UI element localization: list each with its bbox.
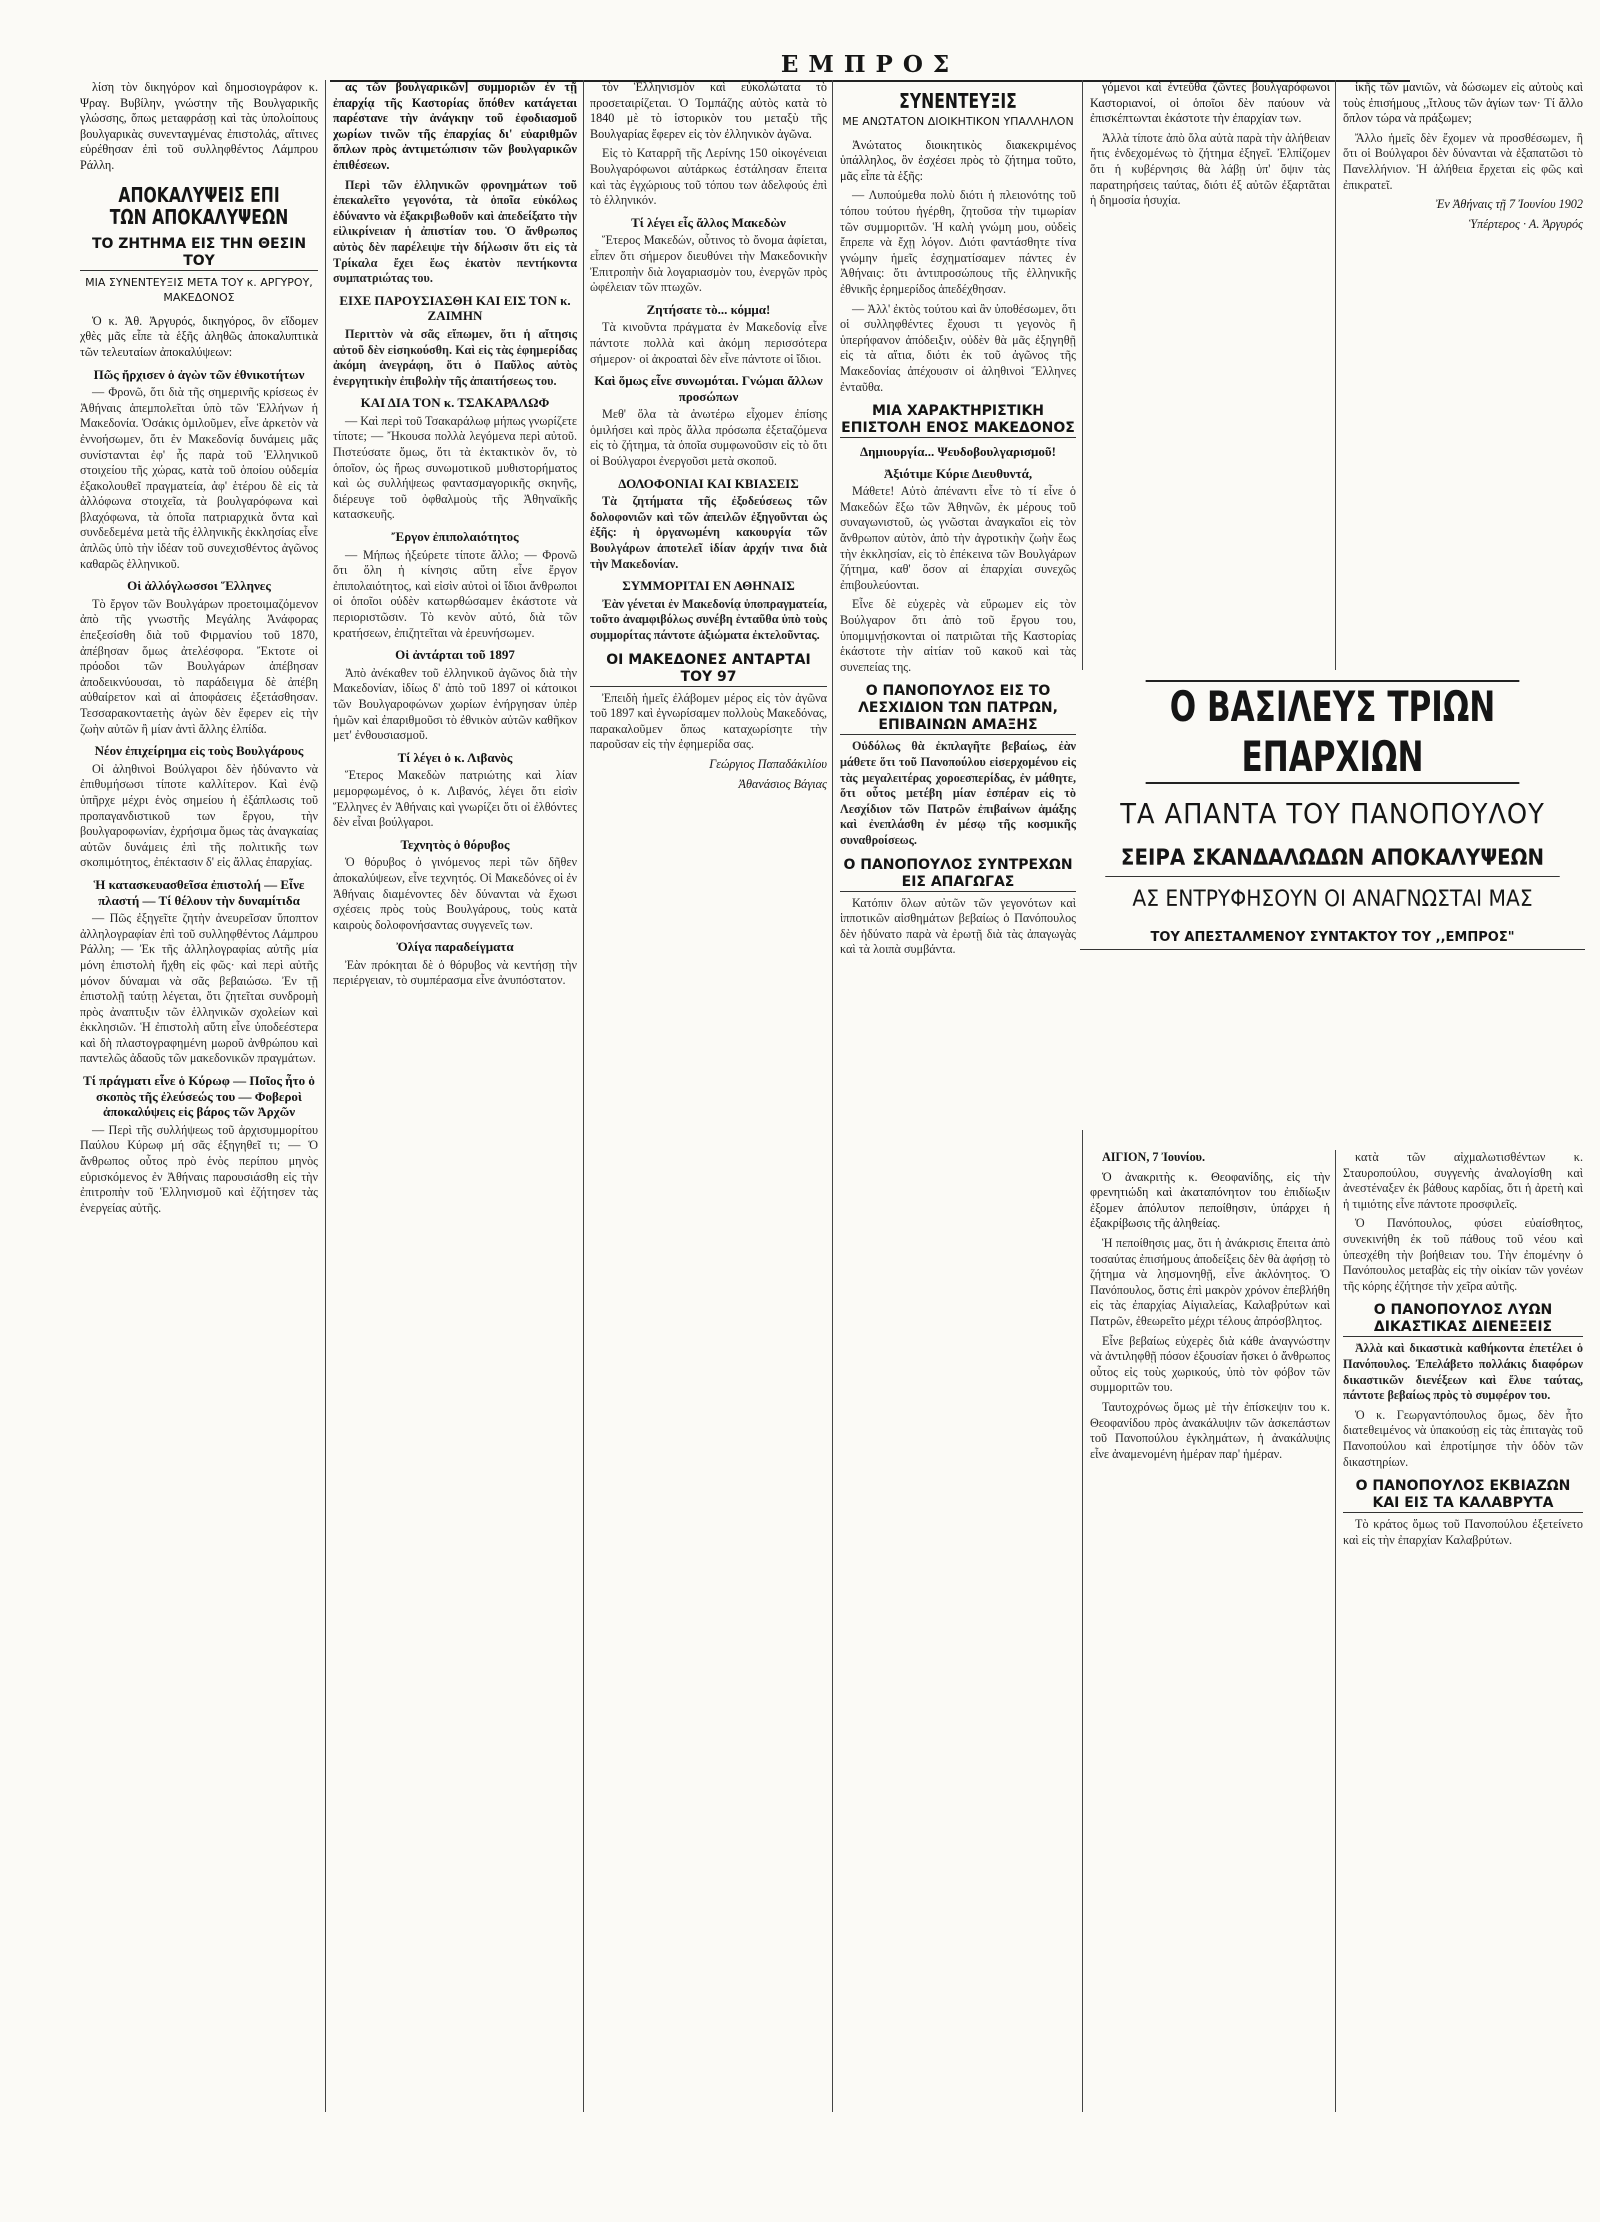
body-text: Ἕτερος Μακεδὼν πατριώτης καὶ λίαν μεμορφωμένος, ὁ κ. Λιβανός, λέγει ὅτι εἰσὶν Ἕλληνες ἐν Ἀθήναις καὶ γνωρίζει ὅτι οἱ ἐλθόντες δὲν εἶναι βούλγαροι. — [333, 768, 577, 830]
section-heading: ΕΙΧΕ ΠΑΡΟΥΣΙΑΣΘΗ ΚΑΙ ΕΙΣ ΤΟΝ κ. ΖΑΙΜΗΝ — [339, 292, 571, 324]
body-text: Ἡ πεποίθησις μας, ὅτι ἡ ἀνάκρισις ἔπειτα ἀπὸ τοσαύτας ἐπισήμους ἀποδείξεις δὲν θὰ ἀφήσῃ τὸ ζήτημα νὰ λησμονηθῇ, εἶνε ἀκλόνητος. Ὁ Πανόπουλος, ὅστις ἐπὶ μακρὸν χρόνον ἐπεβλήθη εἰς τὰς ἐπαρχίας Αἰγιαλείας, Καλαβρύτων καὶ Πατρῶν, ἐθεωρεῖτο μέχρι τέλους ἀπρόσβλητος. — [1090, 1235, 1330, 1328]
section-heading: Τί λέγει εἷς ἄλλος Μακεδὼν — [631, 214, 786, 230]
body-text: Τὰ κινοῦντα πράγματα ἐν Μακεδονίᾳ εἶνε πάντοτε πολλὰ καὶ ἀκόμη περισσότερα σήμερον· οἱ ἀκροαταὶ δὲν εἶνε πάντοτε οἱ ἴδιοι. — [590, 320, 827, 366]
section-heading: Ἀξιότιμε Κύριε Διευθυντά, — [883, 465, 1033, 481]
banner-headline — [1080, 670, 1585, 1130]
body-text: Κατόπιν ὅλων αὐτῶν τῶν γεγονότων καὶ ἱπποτικῶν αἰσθημάτων βεβαίως ὁ Πανόπουλος δὲν ἠδύνατο παρὰ νὰ ἐρωτῇ διὰ τὰς ἀπαγωγὰς καὶ τὰ λοιπὰ συμβάντα. — [840, 895, 1076, 957]
body-text: Εἶνε βεβαίως εὐχερὲς διὰ κάθε ἀναγνώστην νὰ ἀντιληφθῇ πόσον ἐξουσίαν ἤσκει ὁ ἄνθρωπος οὗτος εἰς τοὺς χωρικούς, ὑπὸ τὸν φόβον τῶν συμμοριτῶν του. — [1090, 1333, 1330, 1395]
article-text: ας τῶν βουλγαρικῶν] συμμοριῶν ἐν τῇ ἐπαρχίᾳ τῆς Καστορίας ὅπόθεν κατάγεται παρέστανε τὴν ἀνάγκην τοῦ ἐφοδιασμοῦ χωρίων τινῶν τῆς ἐπαρχίας δι' εὐαριθμῶν ὅπλων πρὸς ἀντιμετώπισιν τῶν βουλγαρικῶν ἐπιθέσεων. — [333, 80, 577, 172]
body-text: Ταυτοχρόνως ὅμως μὲ τὴν ἐπίσκεψιν του κ. Θεοφανίδου πρὸς ἀνακάλυψιν τῶν ἀσκεπάστων τοῦ Πανοπούλου ἐγκλημάτων, ἡ ἀνακάλυψις εἶνε ἀναμενομένη ἡμέραν παρ' ἡμέραν. — [1090, 1399, 1330, 1461]
body-text: Περὶ τῶν ἑλληνικῶν φρονημάτων τοῦ ἐπεκαλεῖτο γεγονότα, τὰ ὁποῖα εὐκόλως ἐδύναντο νὰ ἐξακριβωθοῦν καὶ ἀπεδείξατο τὴν εἰλικρίνειαν ἡ ἀπιστίαν του. Ὁ ἄνθρωπος αὐτὸς δὲν παρέλειψε τὴν δήλωσιν ὅτι εἰς τὰ Τρίκαλα ἔχει ἕως ἑκατὸν πεντήκοντα συμπατριώτας του. — [333, 177, 577, 286]
article-headline: Ο ΠΑΝΟΠΟΥΛΟΣ ΕΚΒΙΑΖΩΝ ΚΑΙ ΕΙΣ ΤΑ ΚΑΛΑΒΡΥΤΑ — [1343, 1478, 1583, 1513]
banner-line-5: ΤΟΥ ΑΠΕΣΤΑΛΜΕΝΟΥ ΣΥΝΤΑΚΤΟΥ ΤΟΥ ,,ΕΜΠΡΟΣ" — [1080, 927, 1585, 950]
section-heading: Ζητήσατε τὸ... κόμμα! — [646, 301, 771, 317]
column-4 — [840, 80, 1076, 2112]
column-rule — [832, 80, 833, 2112]
column-1 — [80, 80, 318, 2112]
body-text: Οἱ ἀληθινοὶ Βούλγαροι δὲν ἠδύναντο νὰ ἐπιθυμήσωσι τίποτε καλλίτερον. Καὶ ἐνῷ ὑπῆρχε μέχρι ἑνὸς σημείου ἡ ἐξάπλωσις τοῦ προπαγανδιστικοῦ των ἔργου, τὴν βουλγαροφωνίαν, ἐχρήσιμα ὅμως τὰς ἀναγκαίας αὐτῶν δυνάμεις ἐπὶ τῆς πολιτικῆς των σκοπιμότητος, ἐπέκτασιν δ' εἰς ἄλλας ἐπαρχίας. — [80, 761, 318, 870]
article-text: τὸν Ἑλληνισμὸν καὶ εὐκολώτατα τὸ προσεταιρίζεται. Ὁ Τομπάζης αὐτὸς κατὰ τὸ 1840 μὲ τὸ ἱστορικὸν του μεταξὺ τῆς Βουλγαρίας ἔφερεν εἰς τὸν ἐλληνικὸν ἀγῶνα. — [590, 80, 827, 141]
article-byline: ΜΕ ΑΝΩΤΑΤΟΝ ΔΙΟΙΚΗΤΙΚΟΝ ΥΠΑΛΛΗΛΟΝ — [842, 115, 1074, 128]
section-heading: Νέον ἐπιχείρημα εἰς τοὺς Βουλγάρους — [94, 743, 304, 759]
column-5-bottom — [1090, 1150, 1330, 2112]
article-text: Ὁ ἀνακριτὴς κ. Θεοφανίδης, εἰς τὴν φρενητιώδη καὶ ἀκαταπόνητον του ἐπιδίωξιν ἐξομεν ἀπόλυτον πεποίθησιν, ὑπάρχει ἡ ἐξακρίβωσις τῆς ἀληθείας. — [1090, 1169, 1330, 1231]
column-3 — [590, 80, 827, 2112]
section-heading: Οἱ ἀντάρται τοῦ 1897 — [395, 647, 515, 663]
signature: Ἀθανάσιος Βάγιας — [738, 776, 827, 791]
masthead-title: ΕΜΠΡΟΣ — [780, 51, 960, 78]
body-text: Εἰς τὸ Καταρρῆ τῆς Λερίνης 150 οἰκογένειαι Βουλγαρόφωνοι αὐτάρκως ἐστάλησαν ἔπειτα καὶ τὰς ἐγχώριους τοῦ τόπου των ἀδελφούς ἐπὶ τὸ ἑλληνικόν. — [590, 146, 827, 208]
article-dateline: ΑΙΓΙΟΝ, 7 Ἰουνίου. — [1102, 1150, 1206, 1164]
banner-line-4: ΑΣ ΕΝΤΡΥΦΗΣΟΥΝ ΟΙ ΑΝΑΓΝΩΣΤΑΙ ΜΑΣ — [1132, 887, 1533, 912]
body-text: Ἐὰν γένεται ἐν Μακεδονίᾳ ὑποπραγματεία, τοῦτο ἀναμφιβόλως συνέβη ἐνταῦθα ὑπὸ τοὺς συμμορίτας πάντοτε ἀξιώματα ἐκτελοῦντας. — [590, 596, 827, 642]
section-heading: Πῶς ἤρχισεν ὁ ἀγὼν τῶν ἐθνικοτήτων — [93, 366, 305, 382]
body-text: Ὁ Πανόπουλος, φύσει εὐαίσθητος, συνεκινήθη ἐκ τοῦ πάθους τοῦ νέου καὶ ὑπεσχέθη τὴν βοήθειαν του. Τὴν ἐπομένην ὁ Πανόπουλος μεταβὰς εἰς τὴν οἰκίαν τῶν γονέων τῆς κόρης ἐζήτησε τὴν χεῖρα αὐτῆς. — [1343, 1216, 1583, 1293]
body-text: Τὰ ζητήματα τῆς ἐξοδεύσεως τῶν δολοφονιῶν καὶ τῶν ἀπειλῶν ἐξηγοῦνται ὡς ἐξῆς: ἡ ὀργανωμένη κακουργία τῶν Βουλγάρων ἀποτελεῖ ἰδίαν ἀρχήν τινα διὰ τὴν Μακεδονίαν. — [590, 494, 827, 571]
body-text: Οὐδόλως θὰ ἐκπλαγῆτε βεβαίως, ἐὰν μάθετε ὅτι τοῦ Πανοπούλου εἰσερχομένου εἰς τὰς μεγαλειτέρας χοροεσπερίδας, ἐν μάθητε, ὅτι οὗτος μετέβη μίαν ἐσπέραν εἰς τὸ Λεσχίδιον τῶν Πατρῶν ἐπιβαίνων ἁμάξης καὶ ἐνεπλάσθη ἐν μέσῳ τῆς κοσμικῆς συναθροίσεως. — [840, 739, 1076, 847]
section-heading: Τεχνητὸς ὁ θόρυβος — [400, 836, 510, 852]
article-headline: ΟΙ ΜΑΚΕΔΟΝΕΣ ΑΝΤΑΡΤΑΙ ΤΟΥ 97 — [590, 652, 827, 687]
body-text: — Λυπούμεθα πολὺ διότι ἡ πλειονότης τοῦ τόπου τούτου ἠγέρθη, ζητοῦσα τὴν τιμωρίαν τῶν συμμοριτῶν. Ἡ καλὴ γνώμη μου, οὐδεὶς ἔπρεπε νὰ ἔχῃ λόγον. Διότι φαντάσθητε τίνα γνώμην ἡμεῖς ἐσχηματίσαμεν πάντες ἐν Ἀθήναις: ὅτι ἀντιπροσώπους τῆς ἑλληνικῆς ἐθνικῆς ἐρημερίδος ἀπεδέχθησαν. — [840, 188, 1076, 296]
section-heading: ΚΑΙ ΔΙΑ ΤΟΝ κ. ΤΣΑΚΑΡΑΛΩΦ — [360, 395, 550, 411]
column-rule — [1335, 80, 1336, 722]
body-text: Μεθ' ὅλα τὰ ἀνωτέρω εἶχομεν ἐπίσης ὁμιλήσει καὶ πρὸς ἄλλα πρόσωπα ἐξεταζόμενα εἰς τὸ ζήτημα, τὰ ὁποῖα συμφωνοῦσιν εἰς τὸ ὅτι οἱ Βούλγαροι ἐνεργοῦσι μετὰ σκοποῦ. — [590, 407, 827, 469]
article-text: Ὁ κ. Ἀθ. Ἀργυρός, δικηγόρος, ὃν εἴδομεν χθὲς μᾶς εἶπε τὰ ἑξῆς ἀληθῶς ἀποκαλυπτικὰ τῶν τελευταίων ἀποκαλύψεων: — [80, 313, 318, 359]
article-subheadline: ΤΟ ΖΗΤΗΜΑ ΕΙΣ ΤΗΝ ΘΕΣΙΝ ΤΟΥ — [80, 236, 318, 271]
section-heading: Καὶ ὅμως εἶνε συνωμόται. Γνώμαι ἄλλων προσώπων — [594, 373, 823, 404]
article-text: ἰκῆς τῶν μανιῶν, νὰ δώσωμεν εἰς αὐτοὺς καὶ τοὺς ἐπισήμους ,,ἴτλους τῶν ἁγίων των· Τί ἄλλο ὅπλον τώρα νὰ πράξωμεν; — [1343, 80, 1583, 126]
section-heading: Ὀλίγα παραδείγματα — [396, 939, 514, 955]
article-headline: ΜΙΑ ΧΑΡΑΚΤΗΡΙΣΤΙΚΗ ΕΠΙΣΤΟΛΗ ΕΝΟΣ ΜΑΚΕΔΟΝΟΣ — [841, 403, 1075, 437]
body-text: Μάθετε! Αὐτὸ ἀπέναντι εἶνε τὸ τί εἶνε ὁ Μακεδών ἔξω τῶν Ἀθηνῶν, ἐκ μέρους τοῦ συναγωνιστοῦ, ὡς γνῶσται ἀναγκαῖοι εἰς τὸν ἄνθρωπον αὐτὸν, ἀπὸ τὴν ἀγροτικὴν ζωὴν ἕως τὴν ἐκκλησίαν, εἰς τὸ ἐπέκεινα τῶν Βουλγάρων ζήτημα, καθ' ὅσον αἱ ἐπαρχίαι συνεχῶς ἐπιβουλεύονται. — [840, 484, 1076, 592]
article-headline: Ο ΠΑΝΟΠΟΥΛΟΣ ΛΥΩΝ ΔΙΚΑΣΤΙΚΑΣ ΔΙΕΝΕΞΕΙΣ — [1343, 1302, 1583, 1337]
body-text: Ἐπειδὴ ἡμεῖς ἐλάβομεν μέρος εἰς τὸν ἀγῶνα τοῦ 1897 καὶ ἐγνωρίσαμεν πολλοὺς Μακεδόνας, παρακαλοῦμεν ὅπως καταχωρίσητε τὴν παροῦσαν εἰς τὴν ἐφημερίδα σας. — [590, 690, 827, 752]
body-text: κατὰ τῶν αἰχμαλωτισθέντων κ. Σταυροπούλου, συγγενὴς ἀναλογίσθη καὶ ἀνεστέναξεν ἐκ βάθους καρδίας, ὅτι ἡ ἀρετὴ καὶ ἡ τιμιότης εἶνε πάντοτε προσφιλεῖς. — [1343, 1150, 1583, 1211]
body-text: Τὸ ἔργον τῶν Βουλγάρων προετοιμαζόμενον ἀπὸ τῆς γνωστῆς Μεγάλης Ἀνάφορας ἐπεξεσίσθη διὰ τοῦ Φιρμανίου τοῦ 1870, ἀπέβησαν ὅμως ἀτελέσφορα. Ἔκτοτε οἱ πρόοδοι τῶν Βουλγάρων ἀπέβησαν ἀποδεικνύουσαι, τὸ παράδειγμα δὲ ἀπέβη αὐθαίρετον καὶ αἱ ἀποφάσεις ἐξετάσθησαν. Τεσσαρακονταετὴς ἀγὼν δὲν ἔφερεν εἰς τὴν ζωὴν αὐτῶν ἢ μίαν ἀντὶ ἄλλης ἐλπίδα. — [80, 596, 318, 736]
section-heading: Τί λέγει ὁ κ. Λιβανὸς — [397, 749, 513, 765]
body-text: Ἀλλὰ τίποτε ἀπὸ ὅλα αὐτὰ παρὰ τὴν ἀλήθειαν ἥτις ἐνδεχομένως τὸ ζήτημα ἐξηγεῖ. Ἐλπίζομεν ὅτι ἡ κυβέρνησις θὰ λάβῃ ὑπ' ὄψιν τὰς παρατηρήσεις ταύτας, διότι ἐξ αὐτῶν ἐξαρτᾶται ἡ δημοσία ἡσυχία. — [1090, 130, 1330, 208]
body-text: — Περὶ τῆς συλλήψεως τοῦ ἀρχισυμμορίτου Παύλου Κύρωφ μή σᾶς ἐξηγηθεῖ τι; — Ὁ ἄνθρωπος οὗτος πρὸ ἑνὸς περίπου μηνὸς εὑρισκόμενος ἐν Ἀθήναις παρουσιάσθη εἰς τὴν ἐπιτροπὴν τοῦ Ἑλληνισμοῦ καὶ ἐζήτησεν τὰς ἐνεργείας αὐτῆς. — [80, 1122, 318, 1215]
article-headline: Ο ΠΑΝΟΠΟΥΛΟΣ ΣΥΝΤΡΕΧΩΝ ΕΙΣ ΑΠΑΓΩΓΑΣ — [840, 857, 1076, 892]
body-text: Εἶνε δὲ εὐχερὲς νὰ εὕρωμεν εἰς τὸν Βούλγαρον ὅτι ἀπὸ τοῦ ἔργου του, ὑπομιμνῄσκονται οἱ πατριῶται τῆς Καστορίας ἑκάστοτε τὴν αἰτίαν τοῦ κακοῦ καὶ τὰς συνεπείας της. — [840, 597, 1076, 674]
body-text: — Πῶς ἐξηγεῖτε ζητὴν ἀνευρεῖσαν ὕποπτον ἀλληλογραφίαν ἐπὶ τοῦ συλληφθέντος Λάμπρου Ράλλη; — Ἐκ τῆς ἀλληλογραφίας αὐτῆς μία μόνη ἐπιστολὴ ἤχθη εἰς φῶς· καὶ περὶ αὐτῆς μόνον δύναμαι νὰ σᾶς βεβαιώσω. Ἐν τῇ ἐπιστολῇ ταύτῃ λέγεται, ὅτι ζητεῖται συνδρομὴ πρὸς ἀναπτυξιν τῶν ἑλληνικῶν σχολείων καὶ ἐκκλησιῶν. Ἡ ἐπιστολὴ αὕτη εἶνε ὑποδεέστερα καὶ δὴ πλαστογραφημένη μωροῦ ἀνθρώπου καὶ παντελῶς ἀδαοῦς τῶν μακεδονικῶν πραγμάτων. — [80, 911, 318, 1066]
article-text: λίση τὸν δικηγόρον καὶ δημοσιογράφον κ. Ψραγ. Βυβίλην, γνώστην τῆς Βουλγαρικῆς γλώσσης, ὅπως μεταφράσῃ καὶ τὰς ὑπολοίπους βουλγαρικὰς συνενταγμένας ἐπιστολάς, αἵτινες εὑρέθησαν ἐπὶ τοῦ συλληφθέντος Λάμπρου Ράλλη. — [80, 80, 318, 172]
body-text: — Ἀλλ' ἐκτὸς τούτου καὶ ἂν ὑποθέσωμεν, ὅτι οἱ συλληφθέντες ἔχουσι τι γεγονὸς ἢ ὑπερήφανον ἀπόδειξιν, οὐδὲν θὰ μᾶς ἐξηγηθῇ εἰς τὰ αἴτια, διότι ἐκ τοῦ ἀγῶνος τῆς Μακεδονίας ἀπέχουσιν οἱ ἀληθινοὶ Ἕλληνες ἐνταῦθα. — [840, 301, 1076, 394]
article-text: Ἀνώτατος διοικητικὸς διακεκριμένος ὑπάλληλος, ὃν ἐσχέσει πρὸς τὸ ζήτημα τοῦτο, μᾶς εἶπε τὰ ἑξῆς: — [840, 137, 1076, 183]
body-text: Ἀλλὰ καὶ δικαστικὰ καθήκοντα ἐπετέλει ὁ Πανόπουλος. Ἐπελάβετο πολλάκις διαφόρων δικαστικῶν διενέξεων καὶ ἔλυε ταύτας, πάντοτε βεβαίως πρὸς τὸ συμφέρον του. — [1343, 1341, 1583, 1403]
body-text: Περιττὸν νὰ σᾶς εἴπωμεν, ὅτι ἡ αἴτησις αὐτοῦ δὲν εἰσηκούσθη. Καὶ εἰς τὰς ἐφημερίδας ἀκόμη ἀνεγράφη, ὅτι ὁ Παῦλος αὐτὸς ἐνεργητικὴν ἐπιβολὴν τῆς ἀπαιτήσεως του. — [333, 326, 577, 388]
section-heading: Ἔργον ἐπιπολαιότητος — [391, 529, 519, 545]
article-headline: Ο ΠΑΝΟΠΟΥΛΟΣ ΕΙΣ ΤΟ ΛΕΣΧΙΔΙΟΝ ΤΩΝ ΠΑΤΡΩΝ, ΕΠΙΒΑΙΝΩΝ ΑΜΑΞΗΣ — [840, 683, 1076, 735]
body-text: — Φρονῶ, ὅτι διὰ τῆς σημερινῆς κρίσεως ἐν Ἀθήναις ἀπεμπολεῖται ὑπὸ τῶν Ἑλλήνων ἡ Μακεδονία. Ὁσάκις ὁμιλοῦμεν, εἶνε ἀρκετὸν νὰ ἐννοήσωμεν, ὅτι ἐν Μακεδονίᾳ δυνάμεις μᾶς συνίστανται ἐφ' ἧς παρὰ τοῦ Ἑλληνικοῦ στοιχείου τῆς χώρας, κατὰ τοῦ ὁποίου οὐδεμία ἐξακολουθεῖ πραγματεία, ἀφ' ἑτέρου δὲ εἰς τὰ ἀλλόφωνα στοιχεῖα, τὰ βουλγαρόφωνα καὶ βλαχόφωνα, τὰ ὁποῖα πατριαρχικὰ ὄντα καὶ συνδεδεμένα μετὰ τῆς ἑλληνικῆς ἐκκλησίας εἶνε ἀπλῶς ὑπὸ τὴν ἰδέαν τοῦ συνεχισθέντος ἀγῶνος καθαρῶς ἑλληνικοῦ. — [80, 385, 318, 571]
masthead — [330, 50, 1410, 82]
section-heading: ΔΟΛΟΦΟΝΙΑΙ ΚΑΙ ΚΒΙΑΣΕΙΣ — [618, 475, 799, 491]
body-text: — Μήπως ἠξεύρετε τίποτε ἄλλο; — Φρονῶ ὅτι ὅλη ἡ κίνησις αὕτη εἶνε ἔργον ἐπιπολαιότητος, καὶ εἰσὶν αὐτοὶ οἱ ἴδιοι ἄνθρωποι οἱ ὁποῖοι οὐδὲν κατωρθώσαμεν ἑκάστοτε νὰ περιοριστῶσιν. Τὸ κενὸν αὐτό, διὰ τῶν κρατήσεων, ἐπιζητεῖται νὰ ἐρευνήσωμεν. — [333, 547, 577, 640]
column-6-top — [1343, 80, 1583, 662]
body-text: Ὁ θόρυβος ὁ γινόμενος περὶ τῶν δῆθεν ἀποκαλύψεων, εἶνε τεχνητός. Οἱ Μακεδόνες οἱ ἐν Ἀθήναις διαμένοντες δὲν δύνανται νὰ ἔχωσι σχέσεις πρὸς τοὺς Βουλγάρους, τοὺς κατὰ καιροὺς δολοφονήσαντας συγγενεῖς των. — [333, 855, 577, 932]
body-text: Ἐὰν πρόκηται δὲ ὁ θόρυβος νὰ κεντήσῃ τὴν περιέργειαν, τὸ συμπέρασμα εἶνε ἀνυπόστατον. — [333, 957, 577, 988]
signature: Γεώργιος Παπαδάκιλίου — [709, 756, 827, 771]
section-heading: Τί πράγματι εἶνε ὁ Κύρωφ — Ποῖος ἦτο ὁ σκοπὸς τῆς ἐλεύσεώς του — Φοβεροὶ ἀποκαλύψεις εἰς βάρος τῶν Ἀρχῶν — [83, 1073, 315, 1120]
article-text: γόμενοι καὶ ἐντεῦθα ζῶντες βουλγαρόφωνοι Καστοριανοί, οἱ ὁποῖοι δὲν παύουν νὰ ἐπισκέπτωνται ἑκάστοτε τὴν ἐπαρχίαν των. — [1090, 80, 1330, 126]
column-6-bottom — [1343, 1150, 1583, 2112]
body-text: Ἕτερος Μακεδών, οὗτινος τὸ ὄνομα ἀφίεται, εἶπεν ὅτι σήμερον διευθύνει τὴν Μακεδονικὴν Ἐπιτροπὴν διὰ λογαριασμὸν του, ἐνεργῶν πρὸς ὠφέλειαν τῶν πτωχῶν. — [590, 233, 827, 295]
body-text: — Καὶ περὶ τοῦ Τσακαράλωφ μήπως γνωρίζετε τίποτε; — Ἤκουσα πολλὰ λεγόμενα περὶ αὐτοῦ. Πιστεύσατε ὅμως, ὅτι τὰ ἐκτακτικὸν ὅν, τὸ ὁποῖον, ὡς ἥρως συνωμοτικοῦ μυθιστορήματος καὶ ὡς συλλήψεως φαντασμαγορικῆς σκηνῆς, διέρευγε τοῦ ὀφθαλμοὺς τῆς Ἀθηναϊκῆς κατασκευῆς. — [333, 413, 577, 522]
signature: Ὑπέρτερος · Α. Ἀργυρός — [1469, 216, 1583, 231]
section-heading: Οἱ ἀλλόγλωσσοι Ἕλληνες — [127, 578, 271, 594]
body-text: Ἄλλο ἡμεῖς δὲν ἔχομεν νὰ προσθέσωμεν, ἢ ὅτι οἱ Βούλγαροι δὲν δύνανται νὰ ἐξαπατῶσι τὸ Πανελλήνιον. Ἡ ἀλήθεια ἔρχεται εἰς φῶς καὶ ἐπικρατεῖ. — [1343, 130, 1583, 192]
article-headline: ΣΥΝΕΝΤΕΥΞΙΣ — [899, 89, 1017, 113]
column-rule — [1335, 1150, 1336, 2112]
banner-line-2: ΤΑ ΑΠΑΝΤΑ ΤΟΥ ΠΑΝΟΠΟΥΛΟΥ — [1120, 797, 1545, 830]
article-byline: ΜΙΑ ΣΥΝΕΝΤΕΥΞΙΣ ΜΕΤΑ ΤΟΥ κ. ΑΡΓΥΡΟΥ, ΜΑΚΕΔΟΝΟΣ — [85, 275, 313, 305]
article-date: Ἐν Ἀθήναις τῇ 7 Ἰουνίου 1902 — [1435, 197, 1583, 212]
section-heading: Δημιουργία... Ψευδοβουλγαρισμοῦ! — [859, 444, 1056, 460]
column-rule — [583, 80, 584, 2112]
column-5-top — [1090, 80, 1330, 662]
column-rule — [325, 80, 326, 2112]
body-text: Ὁ κ. Γεωργαντόπουλος ὅμως, δὲν ἦτο διατεθειμένος νὰ ὑπακούσῃ εἰς τὰς ἐπιταγὰς τοῦ Πανοπούλου καὶ ἐπροτίμησε τὴν ὁδὸν τῶν δικαστηρίων. — [1343, 1407, 1583, 1469]
body-text: Τὸ κράτος ὅμως τοῦ Πανοπούλου ἐξετείνετο καὶ εἰς τὴν ἐπαρχίαν Καλαβρύτων. — [1343, 1517, 1583, 1547]
article-headline: ΑΠΟΚΑΛΥΨΕΙΣ ΕΠΙ ΤΩΝ ΑΠΟΚΑΛΥΨΕΩΝ — [109, 182, 289, 229]
section-heading: Ἡ κατασκευασθεῖσα ἐπιστολή — Εἶνε πλαστή — Τί θέλουν τὴν δυναμίτιδα — [93, 876, 305, 908]
body-text: Ἀπὸ ἀνέκαθεν τοῦ ἑλληνικοῦ ἀγῶνος διὰ τὴν Μακεδονίαν, ἰδίως δ' ἀπὸ τοῦ 1897 οἱ κάτοικοι τῶν Βουλγαροφώνων χωρίων ἐνήργησαν ὑπὲρ ἡμῶν καὶ ἐπαριθμοῦσι τὸ ἐθνικὸν αὐτῶν καθῆκον μετ' ἐνθουσιασμοῦ. — [333, 665, 577, 743]
column-2 — [333, 80, 577, 2112]
banner-line-1: Ο ΒΑΣΙΛΕΥΣ ΤΡΙΩΝ ΕΠΑΡΧΙΩΝ — [1146, 680, 1520, 784]
banner-line-3: ΣΕΙΡΑ ΣΚΑΝΔΑΛΩΔΩΝ ΑΠΟΚΑΛΥΨΕΩΝ — [1105, 842, 1560, 877]
section-heading: ΣΥΜΜΟΡΙΤΑΙ ΕΝ ΑΘΗΝΑΙΣ — [622, 578, 795, 594]
